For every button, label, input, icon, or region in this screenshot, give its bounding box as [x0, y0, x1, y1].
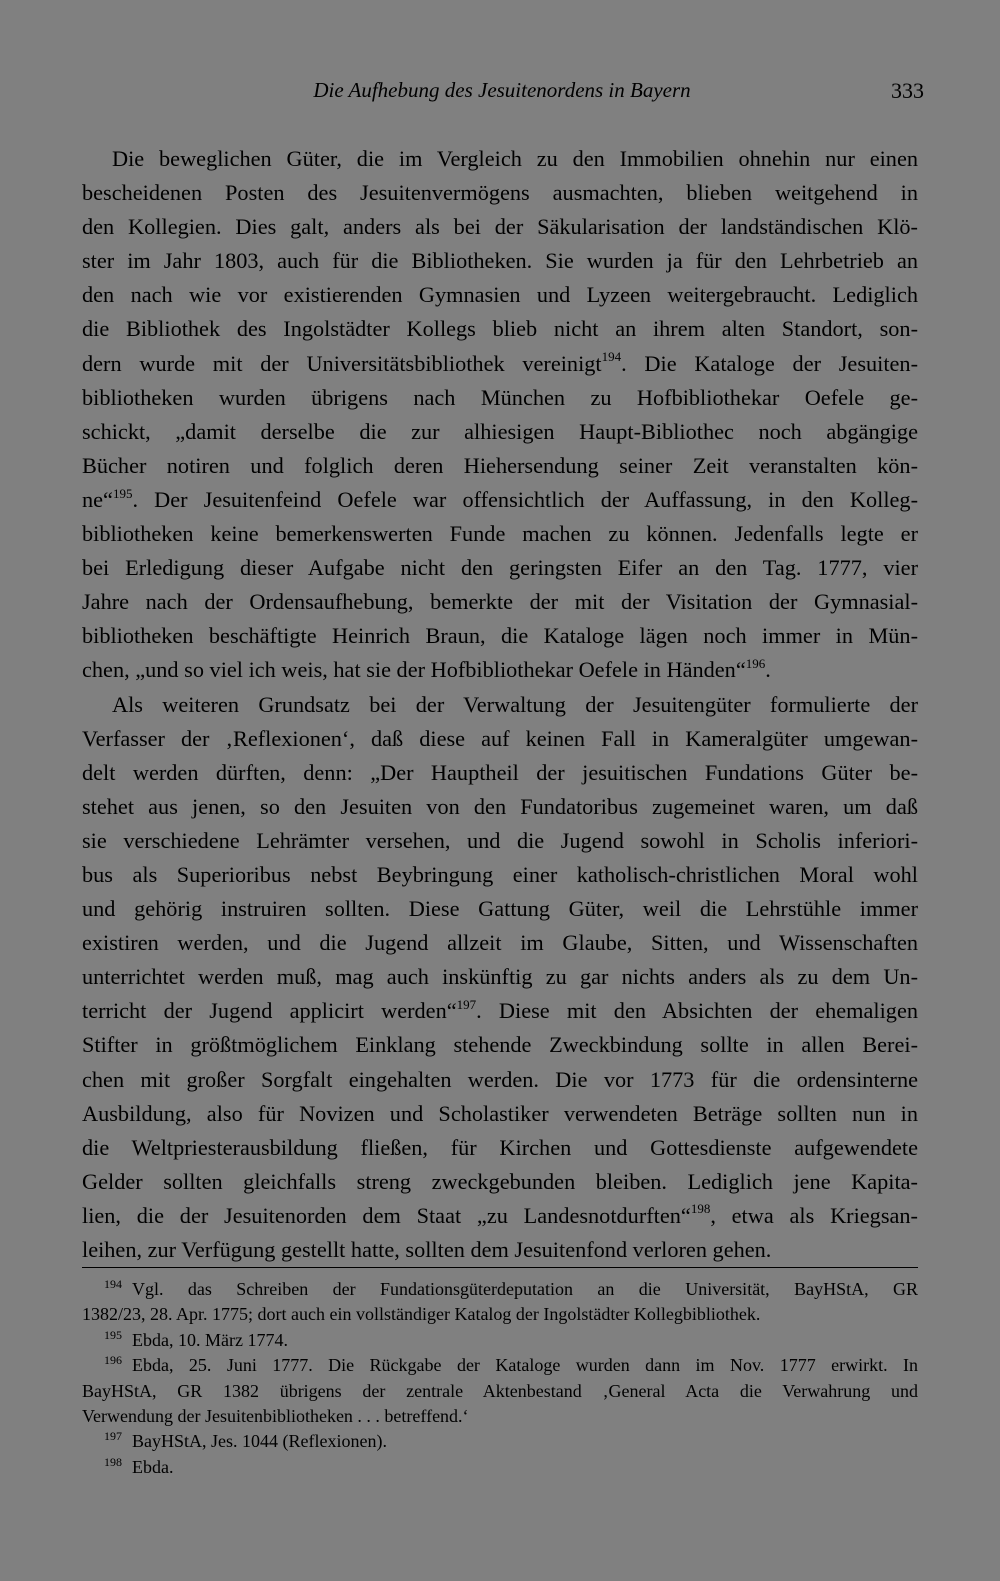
text-line: [82, 176, 918, 210]
line-text: sie verschiedene Lehrämter versehen, und die Jugend sowohl in Scholis inferiori-: [82, 827, 918, 853]
text-line: [82, 278, 918, 312]
line-text: chen, „und so viel ich weis, hat sie der Hofbibliothekar Oefele in Händen“: [82, 657, 746, 683]
text-line: [82, 1028, 918, 1062]
text-line: [82, 858, 918, 892]
footnote-line: [82, 1302, 918, 1327]
footnote-ref: 197: [456, 996, 477, 1012]
line-text: ne“: [82, 486, 113, 512]
text-line: [82, 1063, 918, 1097]
text-line: [82, 790, 918, 824]
line-text: Ausbildung, also für Novizen und Scholastiker verwendeten Beträge sollten nun in: [82, 1100, 918, 1126]
text-line: [82, 619, 918, 653]
line-text: dern wurde mit der Universitätsbibliothek vereinigt: [82, 350, 602, 376]
line-text: bibliotheken beschäftigte Heinrich Braun, die Kataloge lägen noch immer in Mün-: [82, 623, 918, 649]
footnote-line: [82, 1404, 918, 1429]
footnote-line: [82, 1429, 918, 1454]
footnote-number: 195: [104, 1327, 122, 1342]
text-line: [82, 244, 918, 278]
footnotes: [82, 1277, 918, 1480]
line-text: Bücher notiren und folglich deren Hiehersendung seiner Zeit veranstalten kön-: [82, 452, 918, 478]
line-text: bibliotheken keine bemerkenswerten Funde machen zu können. Jedenfalls legte er: [82, 521, 918, 547]
line-text: Verfasser der ‚Reflexionen‘, daß diese auf keinen Fall in Kameralgüter umgewan-: [82, 725, 918, 751]
line-text: unterrichtet werden muß, mag auch inskünftig zu gar nichts anders als zu dem Un-: [82, 964, 918, 990]
line-text: Als weiteren Grundsatz bei der Verwaltung der Jesuitengüter formulierte der: [112, 691, 918, 717]
line-text-continued: .: [765, 657, 771, 683]
footnote-text: Ebda, 25. Juni 1777. Die Rückgabe der Kataloge wurden dann im Nov. 1777 erwirkt. In: [132, 1355, 918, 1376]
line-text: stehet aus jenen, so den Jesuiten von den Fundatoribus zugemeinet waren, um daß: [82, 793, 918, 819]
text-line: [82, 1233, 918, 1267]
line-text: leihen, zur Verfügung gestellt hatte, sollten dem Jesuitenfond verloren gehen.: [82, 1237, 772, 1262]
line-text: die Weltpriesterausbildung fließen, für Kirchen und Gottesdienste aufgewendete: [82, 1134, 918, 1160]
text-line: [82, 960, 918, 994]
footnote-ref: 196: [745, 655, 766, 671]
text-line: [82, 415, 918, 449]
text-line: [82, 1199, 918, 1233]
text-line: [82, 142, 918, 176]
line-text: Stifter in größtmöglichem Einklang stehende Zweckbindung sollte in allen Berei-: [82, 1032, 918, 1058]
line-text: Jahre nach der Ordensaufhebung, bemerkte der mit der Visitation der Gymnasial-: [82, 589, 918, 615]
line-text: die Bibliothek des Ingolstädter Kollegs blieb nicht an ihrem alten Standort, son-: [82, 316, 918, 342]
footnote-text: 1382/23, 28. Apr. 1775; dort auch ein vollständiger Katalog der Ingolstädter Kollegbibliothek.: [82, 1304, 761, 1325]
line-text-continued: . Diese mit den Absichten der ehemaligen: [476, 998, 918, 1024]
line-text: existiren werden, und die Jugend allzeit im Glaube, Sitten, und Wissenschaften: [82, 930, 918, 956]
footnote-ref: 198: [690, 1201, 711, 1217]
text-line: [82, 994, 918, 1028]
line-text: bus als Superioribus nebst Beybringung einer katholisch-christlichen Moral wohl: [82, 861, 918, 887]
paragraph-1: [82, 142, 918, 688]
text-line: [82, 824, 918, 858]
footnote-text: Vgl. das Schreiben der Fundationsgüterdeputation an die Universität, BayHStA, GR: [132, 1279, 918, 1299]
text-line: [82, 585, 918, 619]
text-line: [82, 381, 918, 415]
text-line: [82, 926, 918, 960]
footnote-text: Verwendung der Jesuitenbibliotheken . . . betreffend.‘: [82, 1405, 469, 1426]
paragraph-2: [82, 688, 918, 1268]
footnote-line: [82, 1353, 918, 1378]
footnote-line: [82, 1277, 918, 1302]
running-title: Die Aufhebung des Jesuitenordens in Bayern: [313, 78, 691, 102]
line-text: bescheidenen Posten des Jesuitenvermögens ausmachten, blieben weitgehend in: [82, 180, 918, 206]
line-text-continued: . Der Jesuitenfeind Oefele war offensichtlich der Auffassung, in den Kolleg-: [132, 486, 918, 512]
footnote-line: [82, 1379, 918, 1404]
text-line: [82, 551, 918, 585]
body-text: [82, 142, 918, 1267]
line-text: und gehörig instruiren sollten. Diese Gattung Güter, weil die Lehrstühle immer: [82, 896, 918, 922]
footnote-line: [82, 1328, 918, 1353]
text-line: [82, 688, 918, 722]
text-line: [82, 483, 918, 517]
footnote-number: 198: [104, 1454, 122, 1469]
footnote-separator: [82, 1267, 918, 1268]
footnote-number: 194: [104, 1277, 122, 1291]
line-text-continued: . Die Kataloge der Jesuiten-: [621, 350, 918, 376]
footnote-line: [82, 1455, 918, 1480]
line-text: bibliotheken wurden übrigens nach München zu Hofbibliothekar Oefele ge-: [82, 384, 918, 410]
page-number: 333: [891, 78, 924, 103]
text-line: [82, 653, 918, 687]
text-line: [82, 517, 918, 551]
line-text: Gelder sollten gleichfalls streng zweckgebunden bleiben. Lediglich jene Kapita-: [82, 1168, 918, 1194]
footnote-text: Ebda, 10. März 1774.: [132, 1329, 288, 1350]
line-text: schickt, „damit derselbe die zur alhiesigen Haupt-Bibliothec noch abgängige: [82, 418, 918, 444]
footnote-text: Ebda.: [132, 1456, 174, 1477]
footnote-text: BayHStA, GR 1382 übrigens der zentrale Aktenbestand ‚General Acta die Verwahrung und: [82, 1380, 918, 1401]
text-line: [82, 722, 918, 756]
text-line: [82, 347, 918, 381]
line-text: delt werden dürften, denn: „Der Hauptheil der jesuitischen Fundations Güter be-: [82, 759, 918, 785]
footnote-number: 196: [104, 1353, 122, 1368]
page-header: [80, 78, 924, 108]
text-line: [82, 449, 918, 483]
text-line: [82, 210, 918, 244]
text-line: [82, 312, 918, 346]
line-text: Die beweglichen Güter, die im Vergleich zu den Immobilien ohnehin nur einen: [112, 146, 918, 171]
text-line: [82, 1131, 918, 1165]
line-text: ster im Jahr 1803, auch für die Bibliotheken. Sie wurden ja für den Lehrbetrieb an: [82, 248, 918, 274]
line-text: lien, die der Jesuitenorden dem Staat „zu Landesnotdurften“: [82, 1202, 691, 1228]
text-line: [82, 1165, 918, 1199]
line-text: terricht der Jugend applicirt werden“: [82, 998, 457, 1024]
line-text: bei Erledigung dieser Aufgabe nicht den geringsten Eifer an den Tag. 1777, vier: [82, 555, 918, 581]
text-line: [82, 756, 918, 790]
line-text: chen mit großer Sorgfalt eingehalten werden. Die vor 1773 für die ordensinterne: [82, 1066, 918, 1092]
text-line: [82, 892, 918, 926]
line-text-continued: , etwa als Kriegsan-: [710, 1202, 918, 1228]
line-text: den nach wie vor existierenden Gymnasien und Lyzeen weitergebraucht. Lediglich: [82, 282, 918, 308]
footnote-ref: 195: [112, 485, 133, 501]
line-text: den Kollegien. Dies galt, anders als bei der Säkularisation der landständischen Klö-: [82, 214, 918, 240]
footnote-text: BayHStA, Jes. 1044 (Reflexionen).: [132, 1431, 387, 1452]
footnote-number: 197: [104, 1429, 122, 1444]
footnote-ref: 194: [601, 349, 622, 365]
text-line: [82, 1097, 918, 1131]
